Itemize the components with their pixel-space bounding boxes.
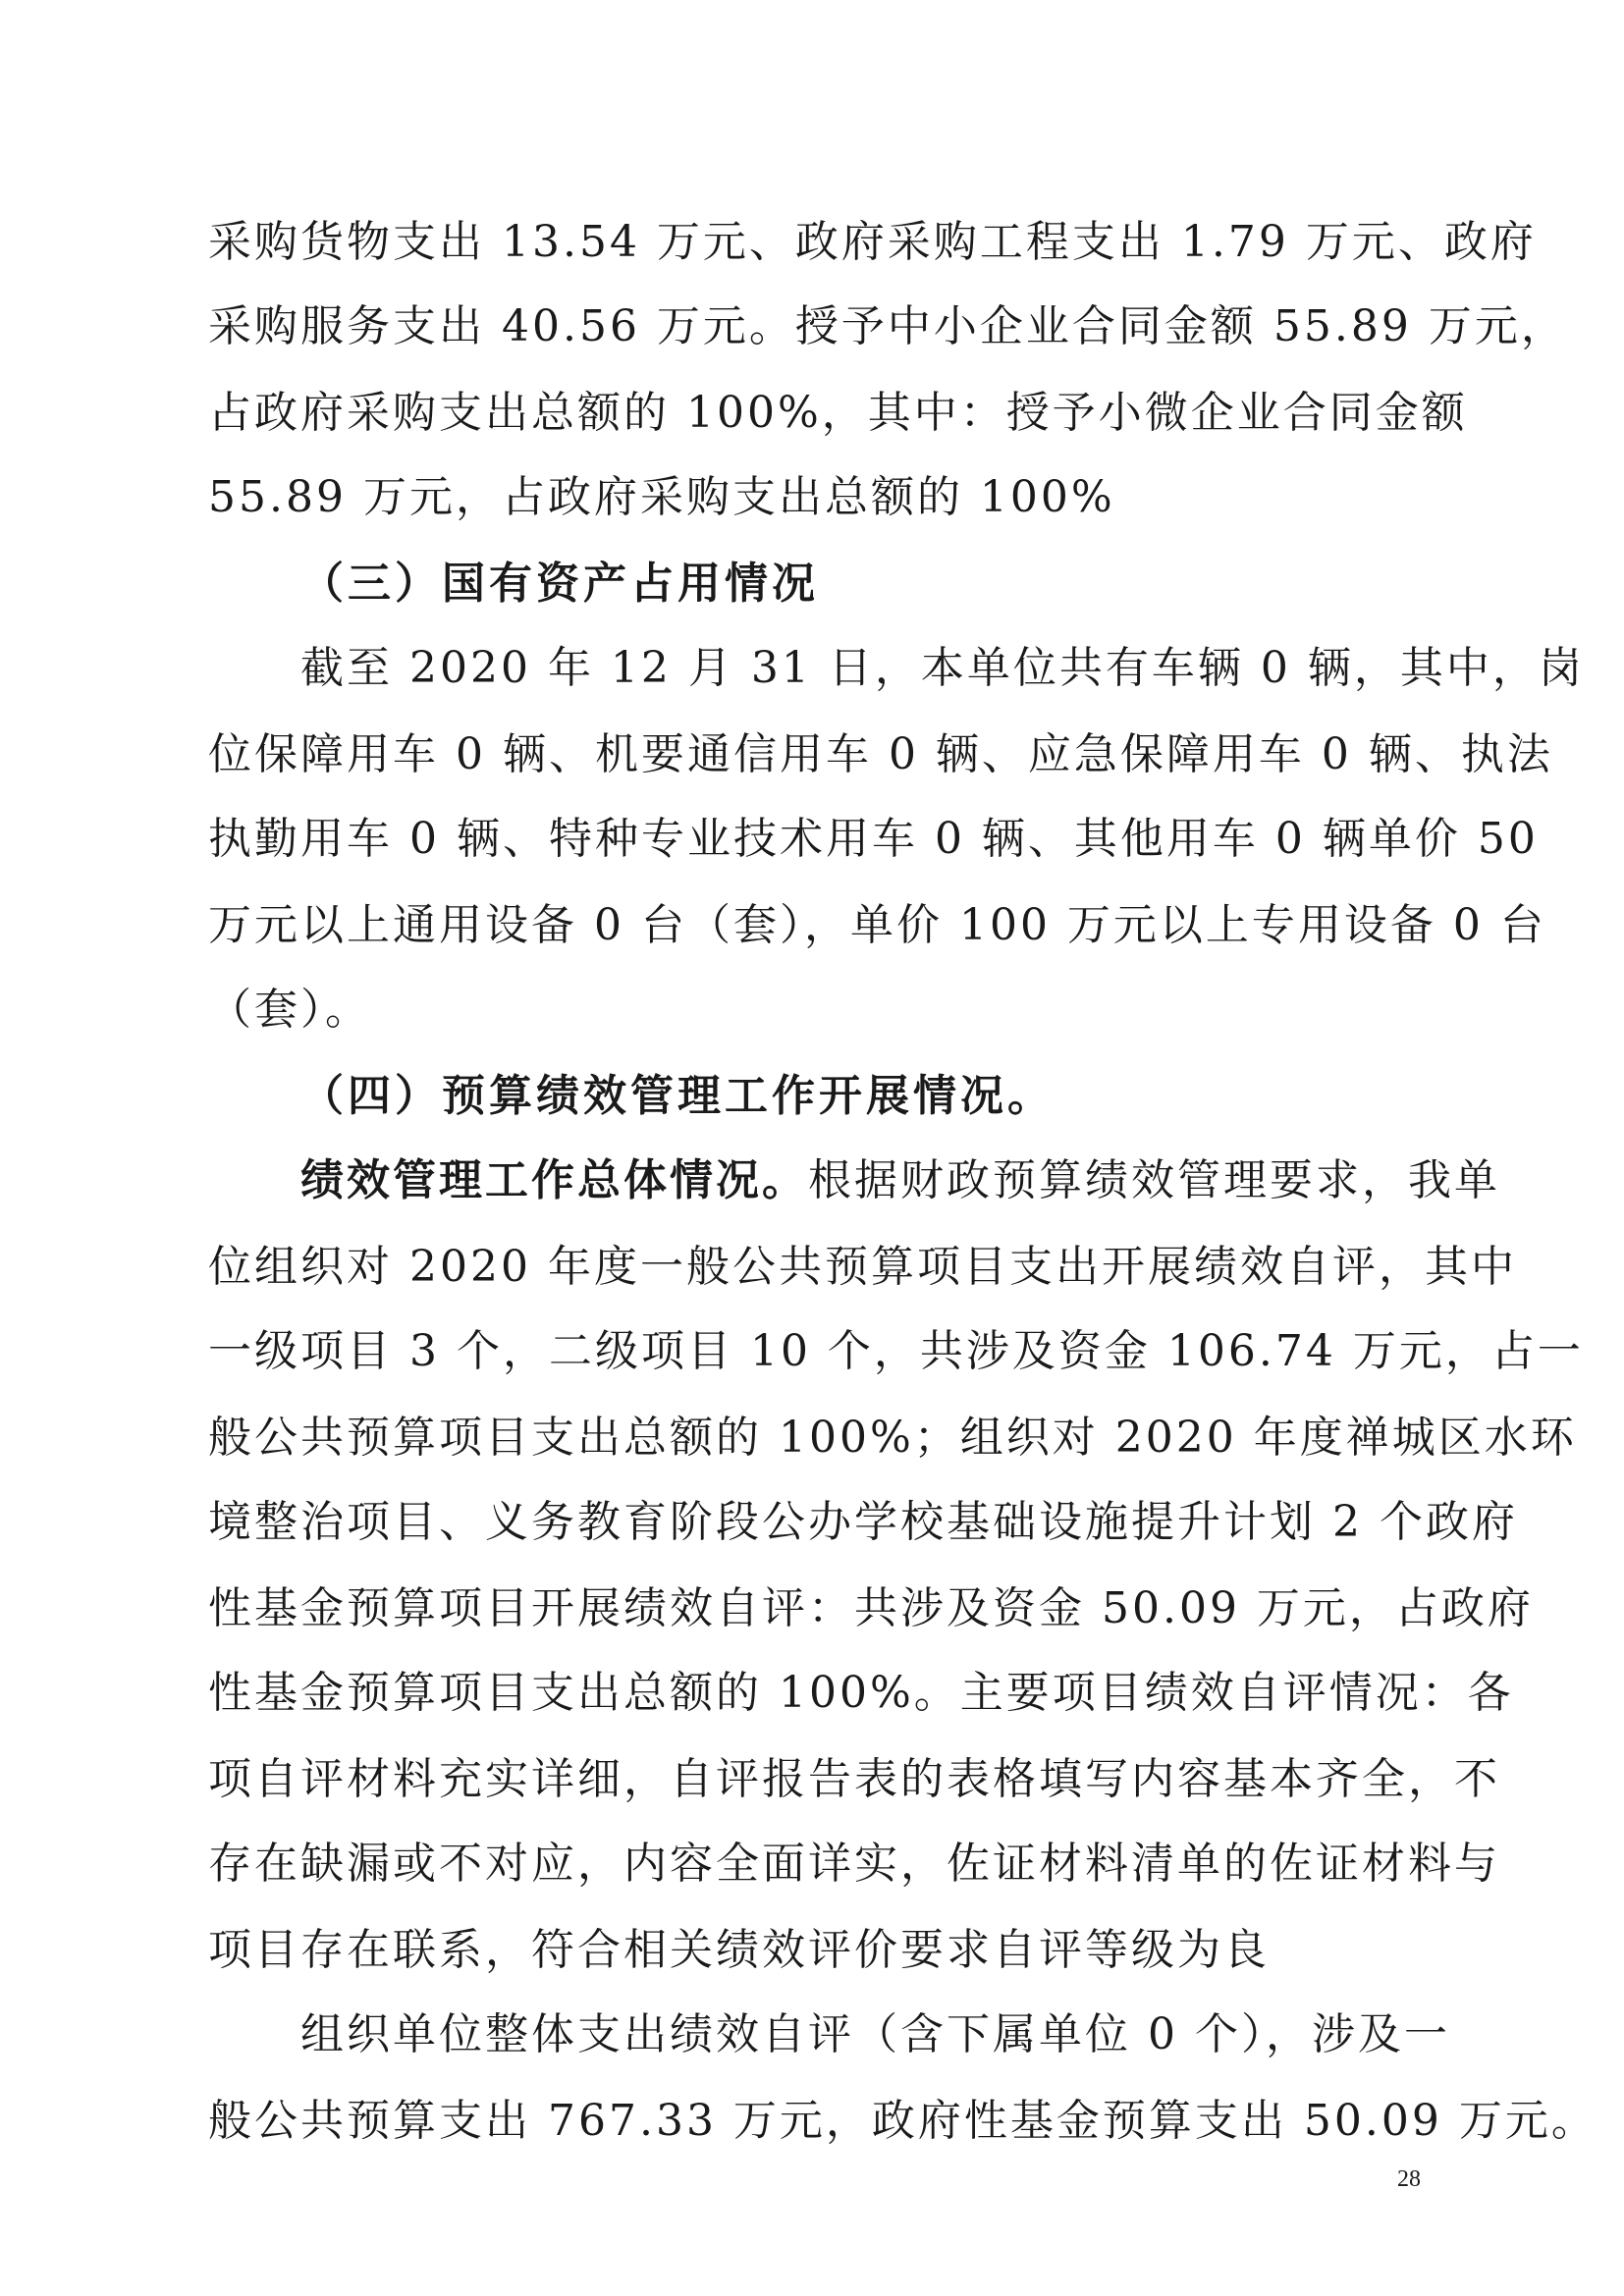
text-line: 截至 2020 年 12 月 31 日，本单位共有车辆 0 辆，其中，岗 bbox=[300, 643, 1585, 693]
text-line: 一级项目 3 个，二级项目 10 个，共涉及资金 106.74 万元，占一 bbox=[208, 1326, 1584, 1376]
text-line: 般公共预算项目支出总额的 100%；组织对 2020 年度禅城区水环 bbox=[208, 1413, 1577, 1463]
text-line: 位组织对 2020 年度一般公共预算项目支出开展绩效自评，其中 bbox=[208, 1242, 1517, 1292]
section-heading-performance: （四）预算绩效管理工作开展情况。 bbox=[300, 1071, 1055, 1121]
text-line: 项自评材料充实详细，自评报告表的表格填写内容基本齐全，不 bbox=[208, 1754, 1500, 1804]
text-line: 采购货物支出 13.54 万元、政府采购工程支出 1.79 万元、政府 bbox=[208, 217, 1537, 267]
text-line: （套）。 bbox=[208, 985, 371, 1035]
text-line: 存在缺漏或不对应，内容全面详实，佐证材料清单的佐证材料与 bbox=[208, 1839, 1500, 1889]
text-line: 万元以上通用设备 0 台（套），单价 100 万元以上专用设备 0 台 bbox=[208, 900, 1546, 950]
page-number: 28 bbox=[1397, 2166, 1421, 2192]
paragraph-lead-bold: 绩效管理工作总体情况。 bbox=[300, 1155, 808, 1205]
text-line: 性基金预算项目开展绩效自评：共涉及资金 50.09 万元，占政府 bbox=[208, 1583, 1534, 1633]
text-line: 采购服务支出 40.56 万元。授予中小企业合同金额 55.89 万元， bbox=[208, 301, 1567, 351]
section-heading-assets: （三）国有资产占用情况 bbox=[300, 559, 819, 609]
text-line: 般公共预算支出 767.33 万元，政府性基金预算支出 50.09 万元。 bbox=[208, 2096, 1597, 2146]
text-line: 占政府采购支出总额的 100%，其中：授予小微企业合同金额 bbox=[208, 388, 1468, 438]
text-line: 项目存在联系，符合相关绩效评价要求自评等级为良 bbox=[208, 1925, 1270, 1975]
text-line: 性基金预算项目支出总额的 100%。主要项目绩效自评情况：各 bbox=[208, 1668, 1514, 1718]
text-line bbox=[300, 1147, 1500, 1215]
text-line: 组织单位整体支出绩效自评（含下属单位 0 个），涉及一 bbox=[300, 2009, 1450, 2059]
paragraph-lead-rest: 根据财政预算绩效管理要求，我单 bbox=[808, 1155, 1500, 1205]
text-line: 执勤用车 0 辆、特种专业技术用车 0 辆、其他用车 0 辆单价 50 bbox=[208, 814, 1539, 864]
text-line: 55.89 万元，占政府采购支出总额的 100% bbox=[208, 472, 1115, 522]
text-line: 境整治项目、义务教育阶段公办学校基础设施提升计划 2 个政府 bbox=[208, 1497, 1518, 1547]
text-line: 位保障用车 0 辆、机要通信用车 0 辆、应急保障用车 0 辆、执法 bbox=[208, 729, 1553, 779]
